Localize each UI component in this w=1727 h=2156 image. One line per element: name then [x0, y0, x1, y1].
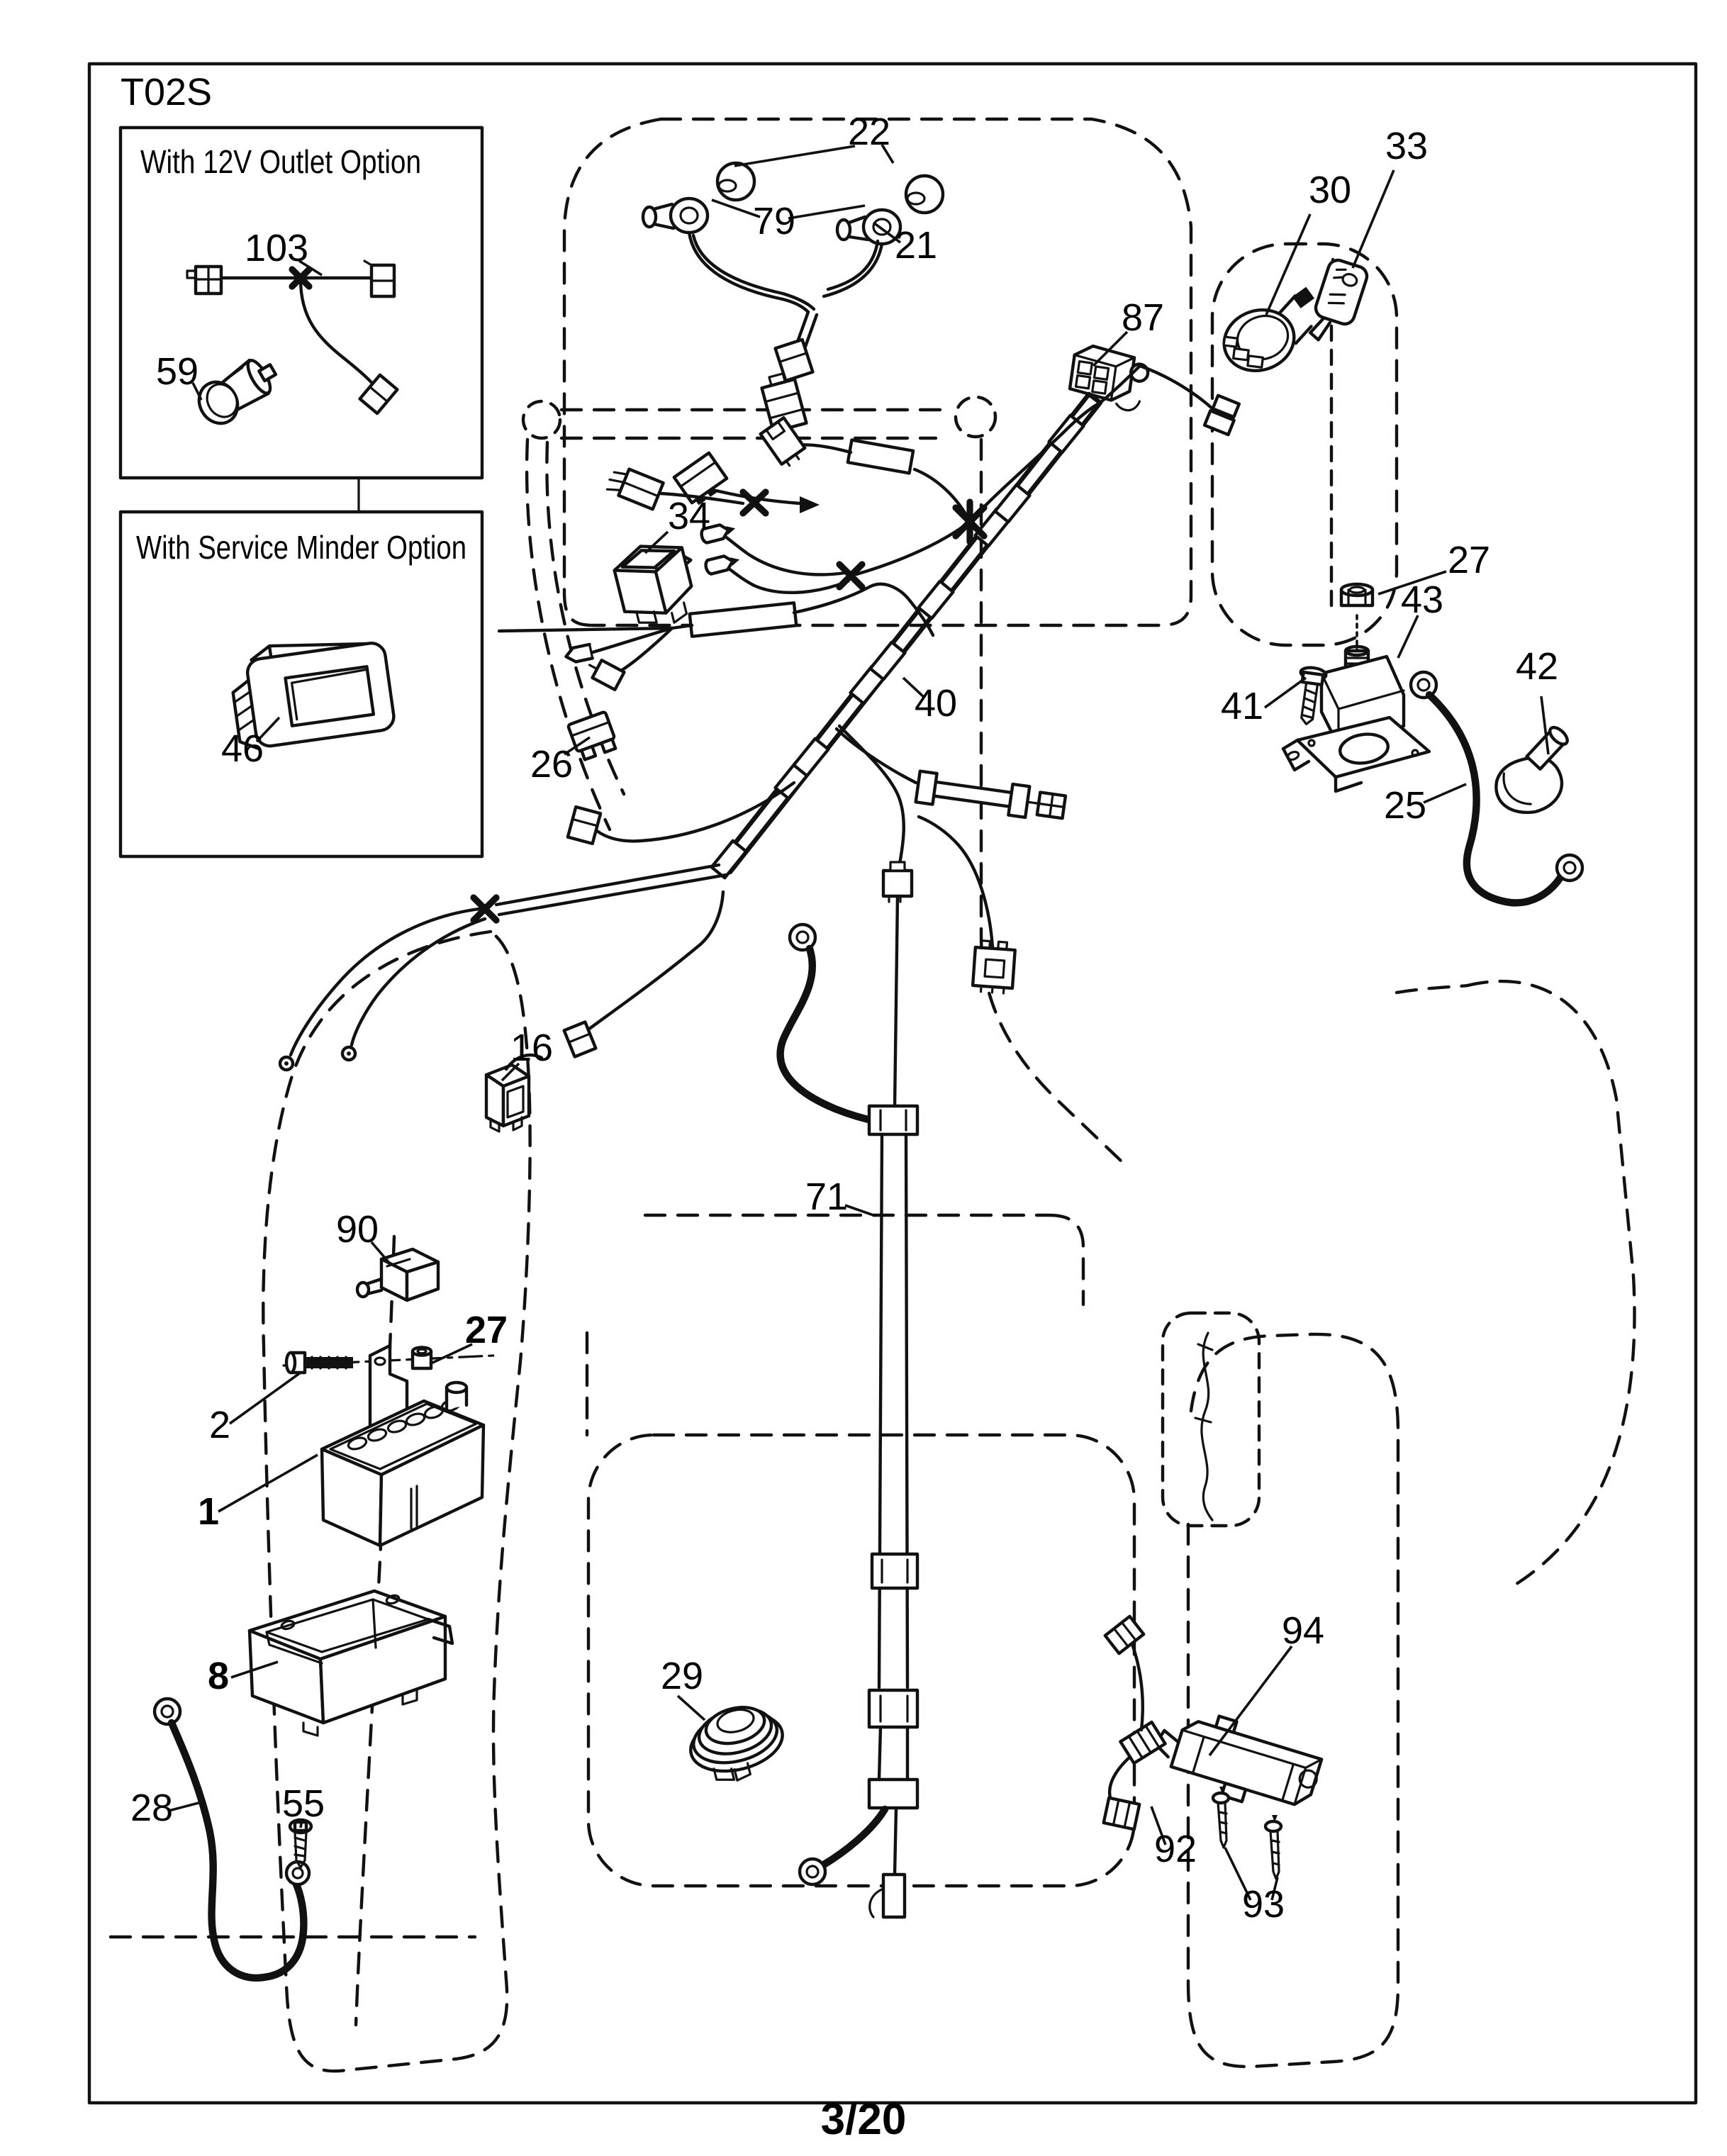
leader-line-41 — [1265, 678, 1306, 708]
left-branch-wires — [280, 865, 726, 1070]
callout-27-solenoid: 27 — [1447, 539, 1491, 581]
callout-33: 33 — [1385, 125, 1429, 167]
callout-21: 21 — [894, 224, 938, 267]
fuse-26-illustration — [568, 712, 618, 761]
callout-22: 22 — [847, 111, 891, 153]
page-number: 3/20 — [820, 2095, 907, 2144]
ignition-key-illustration — [1307, 257, 1370, 348]
callout-79: 79 — [752, 200, 796, 242]
callout-41: 41 — [1220, 685, 1264, 727]
horn-illustration — [683, 1698, 790, 1789]
callout-92: 92 — [1153, 1828, 1197, 1870]
callout-103: 103 — [244, 227, 309, 269]
terminal-boot-illustration — [1485, 722, 1583, 819]
solenoid-illustration — [1283, 584, 1584, 903]
main-harness-illustration — [499, 366, 1241, 994]
battery-box-illustration — [250, 1591, 452, 1736]
callout-90: 90 — [335, 1208, 379, 1251]
callout-71: 71 — [805, 1175, 849, 1218]
outlet-socket-illustration — [191, 352, 284, 430]
callout-55: 55 — [281, 1782, 325, 1825]
leader-line-43 — [1398, 615, 1418, 658]
leader-line-29 — [678, 1696, 705, 1720]
callout-94: 94 — [1281, 1609, 1325, 1652]
callout-27-battery: 27 — [464, 1309, 508, 1351]
inset-service-minder-title: With Service Minder Option — [136, 529, 466, 566]
callout-1: 1 — [197, 1490, 220, 1533]
callout-16: 16 — [510, 1027, 554, 1069]
callout-87: 87 — [1121, 296, 1165, 339]
callout-46: 46 — [220, 727, 264, 770]
inset-12v-outlet-title: With 12V Outlet Option — [140, 143, 421, 180]
battery-nut — [413, 1347, 431, 1368]
diagram-code: T02S — [121, 71, 213, 113]
callout-29: 29 — [660, 1655, 704, 1697]
leader-line-33 — [1353, 170, 1394, 268]
callout-93: 93 — [1241, 1883, 1285, 1926]
battery-cable-71-illustration — [781, 896, 917, 1917]
inset-service-minder-option — [121, 478, 482, 856]
leader-line-28 — [169, 1802, 201, 1811]
battery-illustration — [284, 1346, 493, 1546]
leader-line-22 — [734, 146, 855, 166]
ignition-switch-illustration — [1214, 257, 1370, 379]
callout-2: 2 — [208, 1404, 231, 1446]
battery-terminal — [447, 1383, 466, 1409]
leader-line-25 — [1424, 784, 1466, 803]
callout-26: 26 — [530, 743, 574, 786]
battery-bolt — [286, 1353, 353, 1373]
inset-12v-outlet-option — [121, 128, 482, 478]
screws-93-illustration — [1213, 1787, 1281, 1879]
callout-30: 30 — [1308, 169, 1352, 211]
callout-8: 8 — [207, 1655, 230, 1697]
callout-25: 25 — [1383, 784, 1427, 827]
leader-line-79-1 — [788, 206, 865, 218]
switch-90-illustration — [357, 1249, 438, 1300]
callout-34: 34 — [667, 495, 711, 537]
callout-59: 59 — [155, 350, 199, 393]
callout-42: 42 — [1515, 645, 1559, 688]
callout-28: 28 — [130, 1787, 174, 1829]
callout-43: 43 — [1400, 579, 1444, 621]
callout-40: 40 — [914, 682, 958, 725]
